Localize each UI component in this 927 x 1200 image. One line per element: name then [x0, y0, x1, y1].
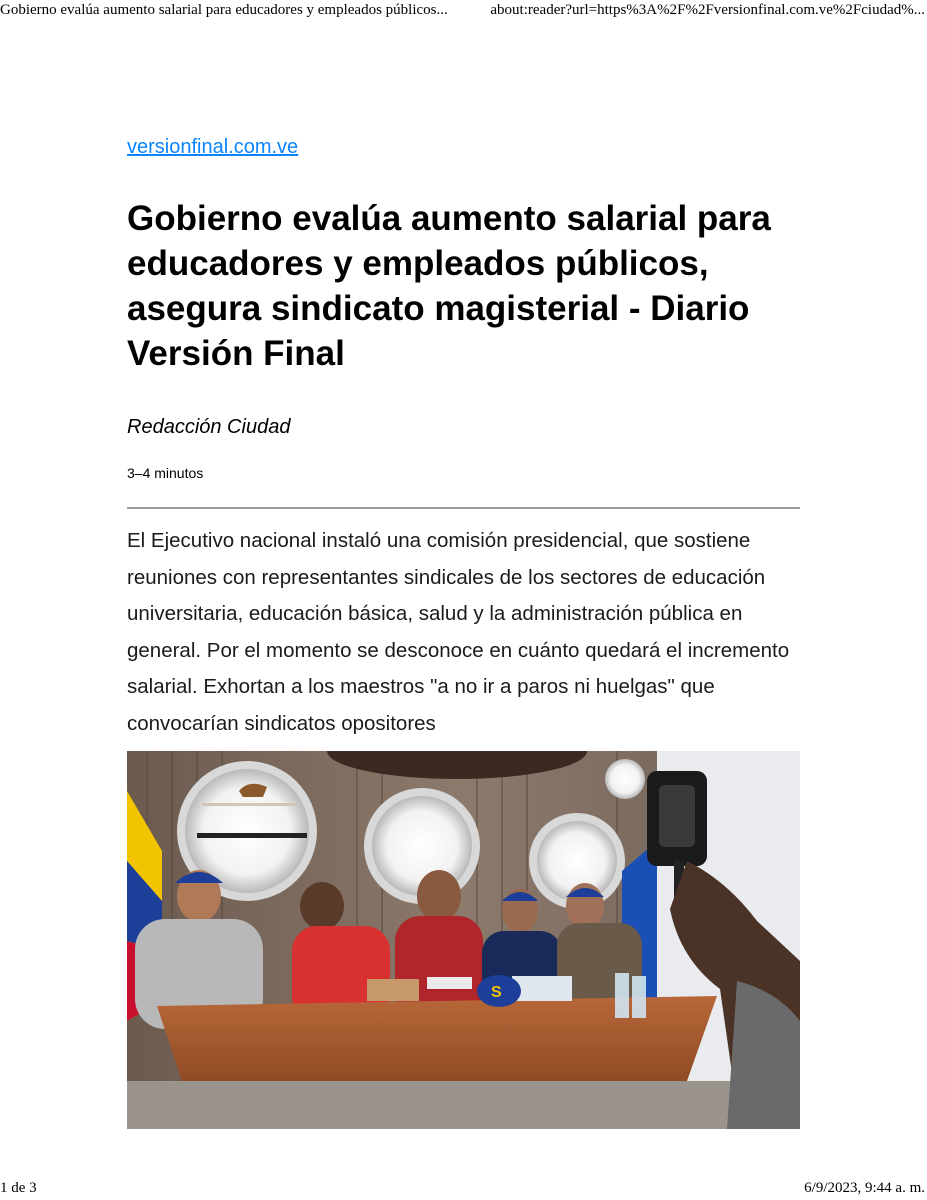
print-page-title: Gobierno evalúa aumento salarial para educadores y empleados públicos... [0, 2, 448, 18]
header-divider [127, 507, 800, 509]
print-url: about:reader?url=https%3A%2F%2Fversionfinal.com.ve%2Fciudad%... [490, 2, 925, 18]
reading-time: 3–4 minutos [127, 465, 204, 481]
article-lead: El Ejecutivo nacional instaló una comisión presidencial, que sostiene reuniones con representantes sindicales de los sectores de educación universitaria, educación básica, salud y la administración pública en general. Por el momento se desconoce en cuánto quedará el incremento salarial. Exhortan a los maestros "a no ir a paros ni huelgas" que convocarían sindicatos opositores [127, 529, 790, 735]
cap-logo: S [491, 984, 502, 1001]
print-page-number: 1 de 3 [0, 1180, 37, 1196]
source-domain-link[interactable]: versionfinal.com.ve [127, 136, 299, 158]
print-header [0, 0, 927, 22]
print-datetime: 6/9/2023, 9:44 a. m. [804, 1180, 925, 1196]
article-byline: Redacción Ciudad [127, 416, 291, 438]
press-conference-photo [127, 751, 800, 1129]
print-footer [0, 1178, 927, 1200]
article-photo [127, 751, 800, 1129]
article-title: Gobierno evalúa aumento salarial para educadores y empleados públicos, asegura sindicato magisterial - Diario Versión Final [127, 199, 771, 373]
